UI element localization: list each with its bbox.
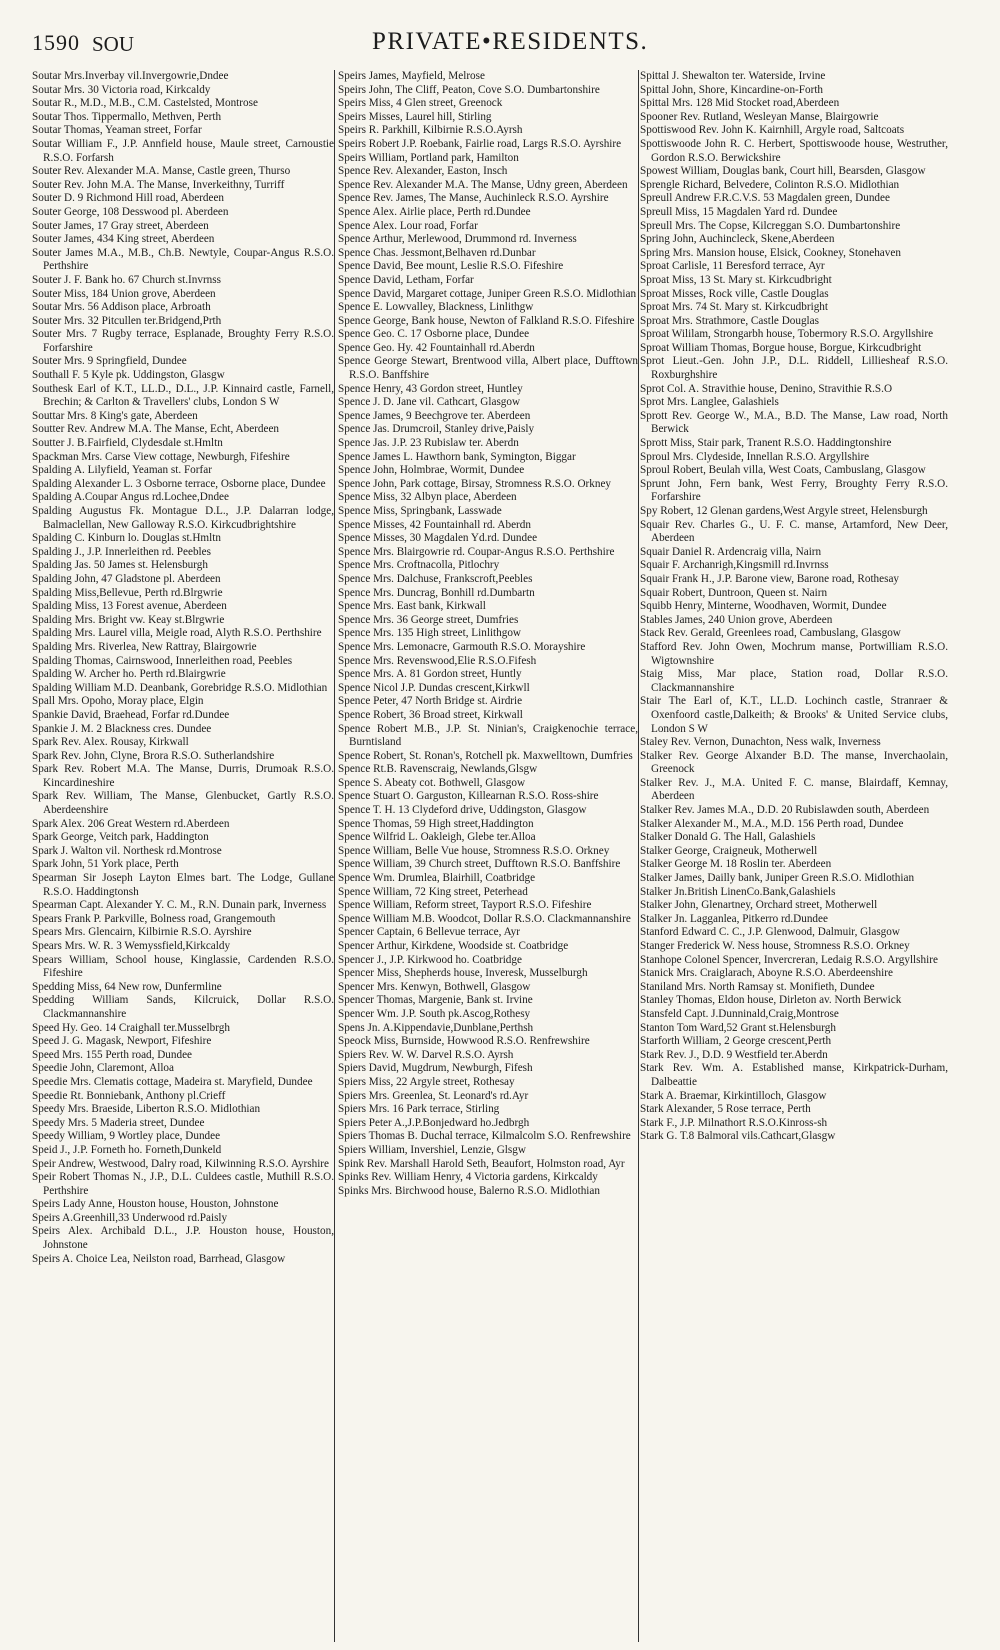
directory-entry: Spears William, School house, Kinglassie, Cardenden R.S.O. Fifeshire (32, 953, 334, 980)
directory-entry: Spalding Mrs. Riverlea, New Rattray, Blairgowrie (32, 640, 257, 653)
directory-entry: Spark J. Walton vil. Northesk rd.Montrose (32, 844, 222, 857)
directory-entry: Spackman Mrs. Carse View cottage, Newburgh, Fifeshire (32, 450, 290, 463)
directory-entry: Spowest William, Douglas bank, Court hill, Bearsden, Glasgow (640, 165, 926, 178)
directory-entry: Speirs R. Parkhill, Kilbirnie R.S.O.Ayrsh (338, 124, 523, 137)
directory-entry: Spence David, Margaret cottage, Juniper Green R.S.O. Midlothian (338, 287, 637, 300)
directory-entry: Stalker Jn. Lagganlea, Pitkerro rd.Dundee (640, 912, 828, 925)
directory-entry: Soutter Rev. Andrew M.A. The Manse, Echt, Aberdeen (32, 423, 280, 436)
directory-entry: Stalker Rev. James M.A., D.D. 20 Rubislawden south, Aberdeen (640, 804, 930, 817)
directory-entry: Stafford Rev. John Owen, Mochrum manse, Portwilliam R.S.O. Wigtownshire (640, 640, 948, 667)
directory-entry: Soutter J. B.Fairfield, Clydesdale st.Hmltn (32, 437, 223, 450)
directory-entry: Soutar Mrs.Inverbay vil.Invergowrie,Dndee (32, 70, 229, 82)
directory-entry: Spence George, Bank house, Newton of Falkland R.S.O. Fifeshire (338, 314, 635, 327)
directory-entry: Sproul Robert, Beulah villa, West Coats, Cambuslang, Glasgow (640, 464, 926, 477)
directory-entry: Speedy William, 9 Wortley place, Dundee (32, 1130, 221, 1143)
directory-entry: Spreull Andrew F.R.C.V.S. 53 Magdalen green, Dundee (640, 192, 890, 205)
directory-entry: Sprot Lieut.-Gen. John J.P., D.L. Riddell, Lilliesheaf R.S.O. Roxburghshire (640, 355, 948, 382)
directory-entry: Stark G. T.8 Balmoral vils.Cathcart,Glasgw (640, 1130, 836, 1143)
directory-entry: Spence David, Bee mount, Leslie R.S.O. Fifeshire (338, 260, 564, 273)
directory-entry: Speedie Rt. Bonniebank, Anthony pl.Crieff (32, 1089, 226, 1102)
directory-entry: Speirs Misses, Laurel hill, Stirling (338, 110, 492, 123)
directory-entry: Spalding Augustus Fk. Montague D.L., J.P. Dalarran lodge, Balmaclellan, New Galloway R.S.O. Kirkcudbrightshire (32, 505, 334, 531)
directory-entry: Spark Rev. William, The Manse, Glenbucket, Gartly R.S.O. Aberdeenshire (32, 790, 334, 817)
directory-entry: Speedy Mrs. 5 Maderia street, Dundee (32, 1116, 205, 1129)
directory-entry: Spalding C. Kinburn lo. Douglas st.Hmltn (32, 532, 221, 545)
directory-entry: Spalding John, 47 Gladstone pl. Aberdeen (32, 572, 221, 585)
directory-entry: Squair Robert, Duntroon, Queen st. Nairn (640, 586, 828, 599)
directory-entry: Spalding Mrs. Laurel villa, Meigle road, Alyth R.S.O. Perthshire (32, 627, 322, 640)
directory-entry: Spence E. Lowvalley, Blackness, Linlithgw (338, 301, 534, 314)
directory-entry: Speirs A. Choice Lea, Neilston road, Barrhead, Glasgow (32, 1252, 286, 1265)
directory-entry: Stalker Jn.British LinenCo.Bank,Galashiels (640, 885, 836, 898)
directory-entry: Sproat Wililam, Strongarbh house, Tobermory R.S.O. Argyllshire (640, 328, 934, 341)
directory-entry: Soutar Thos. Tippermallo, Methven, Perth (32, 110, 222, 123)
directory-entry: Spence Jas. J.P. 23 Rubislaw ter. Aberdn (338, 437, 519, 450)
directory-entry: Spears Mrs. W. R. 3 Wemyssfield,Kirkcaldy (32, 940, 231, 952)
directory-entry: Stark A. Braemar, Kirkintilloch, Glasgow (640, 1089, 827, 1102)
directory-entry: Soutar R., M.D., M.B., C.M. Castelsted, Montrose (32, 97, 258, 110)
directory-entry: Spencer J., J.P. Kirkwood ho. Coatbridge (338, 953, 522, 966)
page-title: PRIVATE•RESIDENTS. (372, 28, 649, 55)
directory-entry: Spencer Captain, 6 Bellevue terrace, Ayr (338, 926, 520, 939)
directory-entry: Souter Rev. John M.A. The Manse, Inverkeithny, Turriff (32, 178, 285, 191)
directory-entry: Stanley Thomas, Eldon house, Dirleton av. North Berwick (640, 994, 902, 1007)
directory-entry: Spence Thomas, 59 High street,Haddington (338, 817, 534, 830)
directory-entry: Spence Rev. Alexander M.A. The Manse, Udny green, Aberdeen (338, 178, 628, 191)
directory-entry: Spink Rev. Marshall Harold Seth, Beaufort, Holmston road, Ayr (338, 1157, 625, 1170)
directory-entry: Spence Nicol J.P. Dundas crescent,Kirkwll (338, 681, 530, 694)
directory-entry: Spence Stuart O. Garguston, Killearnan R.S.O. Ross-shire (338, 790, 599, 803)
directory-entry: Spalding Miss, 13 Forest avenue, Aberdeen (32, 600, 227, 613)
directory-entry: Spalding A. Lilyfield, Yeaman st. Forfar (32, 464, 212, 477)
running-head: SOU (92, 32, 135, 56)
directory-entry: Southall F. 5 Kyle pk. Uddingston, Glasgw (32, 369, 225, 382)
directory-entry: Spalding Mrs. Bright vw. Keay st.Blrgwrie (32, 613, 225, 626)
directory-entry: Spence Jas. Drumcroil, Stanley drive,Paisly (338, 423, 535, 436)
directory-entry: Spankie J. M. 2 Blackness cres. Dundee (32, 722, 212, 735)
column-divider (638, 70, 639, 1642)
directory-entry: Stalker Rev. J., M.A. United F. C. manse, Blairdaff, Kemnay, Aberdeen (640, 776, 948, 803)
directory-entry: Sprott Miss, Stair park, Tranent R.S.O. Haddingtonshire (640, 437, 892, 450)
directory-entry: Spence Mrs. 135 High street, Linlithgow (338, 627, 522, 640)
directory-entry: Speirs James, Mayfield, Melrose (338, 70, 485, 82)
directory-entry: Spiers Mrs. 16 Park terrace, Stirling (338, 1103, 500, 1116)
directory-entry: Stables James, 240 Union grove, Aberdeen (640, 613, 833, 626)
directory-entry: Spence Wilfrid L. Oakleigh, Glebe ter.Alloa (338, 831, 536, 844)
directory-entry: Squair F. Archanrigh,Kingsmill rd.Invrnss (640, 559, 829, 572)
directory-entry: Spalding J., J.P. Innerleithen rd. Peebles (32, 545, 211, 558)
directory-entry: Spence John, Holmbrae, Wormit, Dundee (338, 464, 525, 477)
directory-entry: Spence John, Park cottage, Birsay, Stromness R.S.O. Orkney (338, 477, 612, 490)
directory-entry: Spinks Mrs. Birchwood house, Balerno R.S.O. Midlothian (338, 1184, 600, 1197)
directory-entry: Spiers Miss, 22 Argyle street, Rothesay (338, 1075, 515, 1088)
directory-entry: Stark Alexander, 5 Rose terrace, Perth (640, 1103, 811, 1116)
directory-entry: Spence Miss, Springbank, Lasswade (338, 505, 502, 517)
directory-entry: Spence Mrs. Revenswood,Elie R.S.O.Fifesh (338, 654, 537, 667)
directory-entry: Staley Rev. Vernon, Dunachton, Ness walk, Inverness (640, 736, 881, 749)
directory-entry: Spark John, 51 York place, Perth (32, 858, 179, 871)
directory-entry: Spark Rev. Robert M.A. The Manse, Durris, Drumoak R.S.O. Kincardineshire (32, 763, 334, 789)
directory-entry: Spence S. Abeaty cot. Bothwell, Glasgow (338, 776, 526, 789)
directory-entry: Stanton Tom Ward,52 Grant st.Helensburgh (640, 1021, 836, 1034)
directory-entry: Spence J. D. Jane vil. Cathcart, Glasgow (338, 396, 521, 409)
directory-entry: Stack Rev. Gerald, Greenlees road, Cambuslang, Glasgow (640, 627, 901, 640)
directory-entry: Soutar Mrs. 56 Addison place, Arbroath (32, 301, 211, 314)
directory-entry: Spence T. H. 13 Clydeford drive, Uddingston, Glasgow (338, 804, 587, 817)
directory-entry: Squair Daniel R. Ardencraig villa, Nairn (640, 545, 822, 558)
directory-entry: Stalker Alexander M., M.A., M.D. 156 Perth road, Dundee (640, 817, 904, 830)
directory-entry: Spark Rev. Alex. Rousay, Kirkwall (32, 736, 189, 749)
directory-entry: Spence James, 9 Beechgrove ter. Aberdeen (338, 409, 531, 422)
directory-entry: Spiers Rev. W. W. Darvel R.S.O. Ayrsh (338, 1048, 514, 1061)
directory-entry: Souter Mrs. 32 Pitcullen ter.Bridgend,Prth (32, 314, 222, 327)
directory-entry: Spence Robert, 36 Broad street, Kirkwall (338, 708, 523, 721)
directory-entry: Souter James, 434 King street, Aberdeen (32, 233, 215, 246)
directory-entry: Stalker Donald G. The Hall, Galashiels (640, 831, 816, 844)
directory-entry: Speirs Lady Anne, Houston house, Houston, Johnstone (32, 1198, 279, 1211)
directory-entry: Souter D. 9 Richmond Hill road, Aberdeen (32, 192, 225, 205)
directory-entry: Stanhope Colonel Spencer, Invercreran, Ledaig R.S.O. Argyllshire (640, 953, 938, 966)
directory-entry: Spy Robert, 12 Glenan gardens,West Argyle street, Helensburgh (640, 505, 928, 517)
directory-entry: Spittal J. Shewalton ter. Waterside, Irvine (640, 70, 826, 82)
directory-entry: Spring John, Auchincleck, Skene,Aberdeen (640, 233, 835, 246)
directory-entry: Spence Mrs. Duncrag, Bonhill rd.Dumbartn (338, 586, 535, 599)
directory-entry: Spiers David, Mugdrum, Newburgh, Fifesh (338, 1062, 533, 1075)
directory-entry: Speedie John, Claremont, Alloa (32, 1062, 174, 1075)
directory-entry: Speir Robert Thomas N., J.P., D.L. Culdees castle, Muthill R.S.O. Perthshire (32, 1171, 334, 1197)
directory-entry: Stalker George M. 18 Roslin ter. Aberdeen (640, 858, 832, 871)
directory-entry: Spence Misses, 30 Magdalen Yd.rd. Dundee (338, 532, 538, 545)
directory-entry: Sprunt John, Fern bank, West Ferry, Broughty Ferry R.S.O. Forfarshire (640, 477, 948, 504)
directory-entry: Spence William, 72 King street, Peterhead (338, 885, 528, 898)
directory-entry: Spence Alex. Lour road, Forfar (338, 219, 478, 232)
directory-entry: Stalker George, Craigneuk, Motherwell (640, 844, 818, 857)
directory-entry: Staig Miss, Mar place, Station road, Dollar R.S.O. Clackmannanshire (640, 668, 948, 694)
directory-entry: Souter Rev. Alexander M.A. Manse, Castle green, Thurso (32, 165, 291, 178)
directory-entry: Spence William M.B. Woodcot, Dollar R.S.O. Clackmannanshire (338, 912, 631, 925)
directory-entry: Speed Hy. Geo. 14 Craighall ter.Musselbrgh (32, 1021, 230, 1034)
directory-entry: Spence Misses, 42 Fountainhall rd. Aberdn (338, 518, 531, 531)
directory-entry: Sproat Miss, 13 St. Mary st. Kirkcudbright (640, 273, 832, 286)
directory-entry: Spence Mrs. Lemonacre, Garmouth R.S.O. Morayshire (338, 640, 586, 653)
directory-entry: Spalding A.Coupar Angus rd.Lochee,Dndee (32, 491, 229, 504)
directory-entry: Soutar Mrs. 30 Victoria road, Kirkcaldy (32, 83, 211, 96)
directory-entry: Spence Peter, 47 North Bridge st. Airdrie (338, 695, 523, 708)
directory-entry: Spence Mrs. Croftnacolla, Pitlochry (338, 559, 500, 572)
directory-entry: Sprot Col. A. Stravithie house, Denino, Stravithie R.S.O (640, 382, 893, 395)
column-2 (338, 70, 638, 1642)
directory-entry: Stair The Earl of, K.T., LL.D. Lochinch castle, Stranraer & Oxenfoord castle,Dalkeith; & Brooks' & United Service clubs, London S W (640, 695, 948, 735)
directory-entry: Spence Geo. Hy. 42 Fountainhall rd.Aberdn (338, 341, 535, 354)
directory-entry: Souter Mrs. 9 Springfield, Dundee (32, 355, 187, 368)
directory-entry: Spence Rev. James, The Manse, Auchinleck R.S.O. Ayrshire (338, 192, 609, 205)
directory-entry: Soutar William F., J.P. Annfield house, Maule street, Carnoustie R.S.O. Forfarsh (32, 137, 334, 164)
directory-entry: Spankie David, Braehead, Forfar rd.Dundee (32, 708, 230, 721)
column-divider (334, 70, 335, 1642)
directory-entry: Speock Miss, Burnside, Howwood R.S.O. Renfrewshire (338, 1035, 590, 1048)
directory-entry: Sproat Mrs. 74 St. Mary st. Kirkcudbright (640, 301, 829, 314)
directory-entry: Speirs John, The Cliff, Peaton, Cove S.O. Dumbartonshire (338, 83, 600, 96)
directory-entry: Spiers Peter A.,J.P.Bonjedward ho.Jedbrgh (338, 1116, 530, 1129)
directory-entry: Spring Mrs. Mansion house, Elsick, Cookney, Stonehaven (640, 246, 901, 259)
directory-entry: Spiers Mrs. Greenlea, St. Leonard's rd.Ayr (338, 1089, 529, 1102)
directory-entry: Spalding Thomas, Cairnswood, Innerleithen road, Peebles (32, 654, 293, 667)
directory-entry: Starforth William, 2 George crescent,Perth (640, 1035, 832, 1048)
directory-entry: Speedy Mrs. Braeside, Liberton R.S.O. Midlothian (32, 1103, 261, 1116)
directory-entry: Staniland Mrs. North Ramsay st. Monifieth, Dundee (640, 980, 875, 993)
directory-entry: Stalker James, Dailly bank, Juniper Green R.S.O. Midlothian (640, 872, 915, 885)
directory-entry: Stanford Edward C. C., J.P. Glenwood, Dalmuir, Glasgow (640, 926, 900, 939)
directory-entry: Sprengle Richard, Belvedere, Colinton R.S.O. Midlothian (640, 178, 900, 191)
directory-entry: Spence Mrs. Dalchuse, Frankscroft,Peebles (338, 572, 533, 585)
page-header (32, 26, 980, 60)
directory-entry: Stanick Mrs. Craiglarach, Aboyne R.S.O. Aberdeenshire (640, 967, 893, 980)
directory-entry: Spittal Mrs. 128 Mid Stocket road,Aberdeen (640, 97, 840, 110)
directory-entry: Spooner Rev. Rutland, Wesleyan Manse, Blairgowrie (640, 110, 879, 123)
directory-entry: Spears Frank P. Parkville, Bolness road, Grangemouth (32, 912, 276, 925)
directory-entry: Spence Wm. Drumlea, Blairhill, Coatbridge (338, 872, 536, 885)
directory-entry: Sproul Mrs. Clydeside, Innellan R.S.O. Argyllshire (640, 450, 870, 463)
directory-entry: Sproat Mrs. Strathmore, Castle Douglas (640, 314, 819, 327)
directory-entry: Stalker John, Glenartney, Orchard street, Motherwell (640, 899, 878, 912)
directory-entry: Spence Miss, 32 Albyn place, Aberdeen (338, 491, 517, 504)
directory-entry: Speir Andrew, Westwood, Dalry road, Kilwinning R.S.O. Ayrshire (32, 1157, 329, 1170)
page-number: 1590 (32, 30, 80, 55)
directory-entry: Sproat Misses, Rock ville, Castle Douglas (640, 287, 829, 300)
directory-entry: Stanger Frederick W. Ness house, Stromness R.S.O. Orkney (640, 940, 910, 952)
directory-entry: Spalding William M.D. Deanbank, Gorebridge R.S.O. Midlothian (32, 681, 328, 694)
directory-entry: Spencer Arthur, Kirkdene, Woodside st. Coatbridge (338, 940, 569, 952)
directory-entry: Spreull Mrs. The Copse, Kilcreggan S.O. Dumbartonshire (640, 219, 901, 232)
directory-entry: Spall Mrs. Opoho, Moray place, Elgin (32, 695, 204, 708)
directory-entry: Stark Rev. Wm. A. Established manse, Kirkpatrick-Durham, Dalbeattie (640, 1062, 948, 1088)
directory-entry: Spiers Thomas B. Duchal terrace, Kilmalcolm S.O. Renfrewshire (338, 1130, 631, 1143)
directory-entry: Stark F., J.P. Milnathort R.S.O.Kinross-sh (640, 1116, 828, 1129)
directory-entry: Spencer Miss, Shepherds house, Inveresk, Musselburgh (338, 967, 588, 980)
directory-entry: Spence Arthur, Merlewood, Drummond rd. Inverness (338, 233, 577, 246)
directory-entry: Souter Mrs. 7 Rugby terrace, Esplanade, Broughty Ferry R.S.O. Forfarshire (32, 328, 334, 354)
directory-entry: Spence William, 39 Church street, Dufftown R.S.O. Banffshire (338, 858, 621, 871)
directory-entry: Spottiswood Rev. John K. Kairnhill, Argyle road, Saltcoats (640, 124, 905, 137)
directory-entry: Spence Henry, 43 Gordon street, Huntley (338, 382, 523, 395)
directory-entry: Southesk Earl of K.T., LL.D., D.L., J.P. Kinnaird castle, Farnell, Brechin; & Carlton & Travellers' clubs, London S W (32, 382, 334, 409)
directory-entry: Spearman Sir Joseph Layton Elmes bart. The Lodge, Gullane R.S.O. Haddingtonsh (32, 872, 334, 898)
directory-entry: Spottiswoode John R. C. Herbert, Spottiswoode house, Westruther, Gordon R.S.O. Berwickshire (640, 137, 948, 164)
directory-entry: Spence Alex. Airlie place, Perth rd.Dundee (338, 205, 531, 218)
directory-entry: Spalding Alexander L. 3 Osborne terrace, Osborne place, Dundee (32, 477, 326, 490)
directory-entry: Speirs A.Greenhill,33 Underwood rd.Paisly (32, 1211, 228, 1224)
directory-entry: Stark Rev. J., D.D. 9 Westfield ter.Aberdn (640, 1048, 828, 1061)
directory-entry: Spence George Stewart, Brentwood villa, Albert place, Dufftown R.S.O. Banffshire (338, 355, 638, 382)
directory-entry: Speedie Mrs. Clematis cottage, Madeira st. Maryfield, Dundee (32, 1075, 313, 1088)
directory-entry: Stansfeld Capt. J.Dunninald,Craig,Montrose (640, 1007, 839, 1020)
directory-entry: Sproat Carlisle, 11 Beresford terrace, Ayr (640, 260, 825, 273)
directory-entry: Spalding Jas. 50 James st. Helensburgh (32, 559, 208, 572)
directory-entry: Spreull Miss, 15 Magdalen Yard rd. Dundee (640, 205, 838, 218)
directory-entry: Spence James L. Hawthorn bank, Symington, Biggar (338, 450, 576, 463)
directory-entry: Sprot Mrs. Langlee, Galashiels (640, 396, 779, 409)
directory-entry: Spearman Capt. Alexander Y. C. M., R.N. Dunain park, Inverness (32, 899, 327, 912)
directory-entry: Spence Mrs. A. 81 Gordon street, Huntly (338, 668, 522, 681)
directory-entry: Spark Alex. 206 Great Western rd.Aberdeen (32, 817, 230, 830)
directory-entry: Spens Jn. A.Kippendavie,Dunblane,Perthsh (338, 1021, 534, 1034)
directory-entry: Spence William, Reform street, Tayport R.S.O. Fifeshire (338, 899, 592, 912)
directory-entry: Spears Mrs. Glencairn, Kilbirnie R.S.O. Ayrshire (32, 926, 252, 939)
directory-entry: Spence William, Belle Vue house, Stromness R.S.O. Orkney (338, 844, 610, 857)
directory-entry: Spence Robert M.B., J.P. St. Ninian's, Craigkenochie terrace, Burntisland (338, 722, 638, 749)
directory-entry: Squair Frank H., J.P. Barone view, Barone road, Rothesay (640, 572, 900, 585)
directory-entry: Speirs William, Portland park, Hamilton (338, 151, 519, 164)
directory-entry: Spalding Miss,Bellevue, Perth rd.Blrgwrie (32, 586, 223, 599)
column-3 (640, 70, 948, 1642)
directory-entry: Souter James, 17 Gray street, Aberdeen (32, 219, 209, 232)
directory-entry: Spalding W. Archer ho. Perth rd.Blairgwrie (32, 668, 226, 681)
directory-entry: Speirs Miss, 4 Glen street, Greenock (338, 97, 503, 110)
directory-entry: Spence Chas. Jessmont,Belhaven rd.Dunbar (338, 246, 536, 259)
directory-entry: Spence Geo. C. 17 Osborne place, Dundee (338, 328, 530, 341)
directory-entry: Souter Miss, 184 Union grove, Aberdeen (32, 287, 216, 300)
directory-entry: Spinks Rev. William Henry, 4 Victoria gardens, Kirkcaldy (338, 1171, 598, 1184)
directory-entry: Spencer Mrs. Kenwyn, Bothwell, Glasgow (338, 980, 531, 993)
column-1 (32, 70, 334, 1642)
directory-entry: Speed Mrs. 155 Perth road, Dundee (32, 1048, 193, 1061)
directory-entry: Squibb Henry, Minterne, Woodhaven, Wormit, Dundee (640, 600, 887, 613)
directory-entry: Speirs Robert J.P. Roebank, Fairlie road, Largs R.S.O. Ayrshire (338, 137, 622, 150)
directory-entry: Spence Rev. Alexander, Easton, Insch (338, 165, 508, 178)
directory-entry: Stalker Rev. George Alxander B.D. The manse, Inverchaolain, Greenock (640, 749, 948, 776)
directory-entry: Spedding William Sands, Kilcruick, Dollar R.S.O. Clackmannanshire (32, 994, 334, 1020)
directory-entry: Spence Mrs. East bank, Kirkwall (338, 600, 486, 613)
directory-entry: Souter James M.A., M.B., Ch.B. Newtyle, Coupar-Angus R.S.O. Perthshire (32, 246, 334, 273)
directory-entry: Spence Rt.B. Ravenscraig, Newlands,Glsgw (338, 763, 538, 776)
directory-entry: Spedding Miss, 64 New row, Dunfermline (32, 980, 222, 993)
directory-entry: Spark George, Veitch park, Haddington (32, 831, 209, 844)
directory-entry: Spence Mrs. 36 George street, Dumfries (338, 613, 519, 626)
directory-entry: Spence Robert, St. Ronan's, Rotchell pk. Maxwelltown, Dumfries (338, 749, 633, 762)
directory-entry: Souter George, 108 Desswood pl. Aberdeen (32, 205, 229, 218)
directory-entry: Speed J. G. Magask, Newport, Fifeshire (32, 1035, 212, 1048)
directory-entry: Spencer Wm. J.P. South pk.Ascog,Rothesy (338, 1007, 531, 1020)
directory-entry: Squair Rev. Charles G., U. F. C. manse, Artamford, New Deer, Aberdeen (640, 518, 948, 545)
directory-entry: Sproat William Thomas, Borgue house, Borgue, Kirkcudbright (640, 341, 922, 354)
directory-entry: Speirs Alex. Archibald D.L., J.P. Houston house, Houston, Johnstone (32, 1225, 334, 1252)
directory-entry: Spiers William, Invershiel, Lenzie, Glsgw (338, 1143, 526, 1156)
directory-entry: Souter J. F. Bank ho. 67 Church st.Invrnss (32, 273, 221, 286)
directory-entry: Sprott Rev. George W., M.A., B.D. The Manse, Law road, North Berwick (640, 409, 948, 436)
directory-entry: Soutar Thomas, Yeaman street, Forfar (32, 124, 202, 137)
directory-entry: Spark Rev. John, Clyne, Brora R.S.O. Sutherlandshire (32, 749, 275, 762)
directory-entry: Spittal John, Shore, Kincardine-on-Forth (640, 83, 824, 96)
directory-entry: Speid J., J.P. Forneth ho. Forneth,Dunkeld (32, 1143, 222, 1156)
directory-entry: Spencer Thomas, Margenie, Bank st. Irvine (338, 994, 533, 1007)
directory-entry: Spence Mrs. Blairgowrie rd. Coupar-Angus R.S.O. Perthshire (338, 545, 615, 558)
directory-entry: Spence David, Letham, Forfar (338, 273, 474, 286)
directory-entry: Souttar Mrs. 8 King's gate, Aberdeen (32, 409, 198, 422)
